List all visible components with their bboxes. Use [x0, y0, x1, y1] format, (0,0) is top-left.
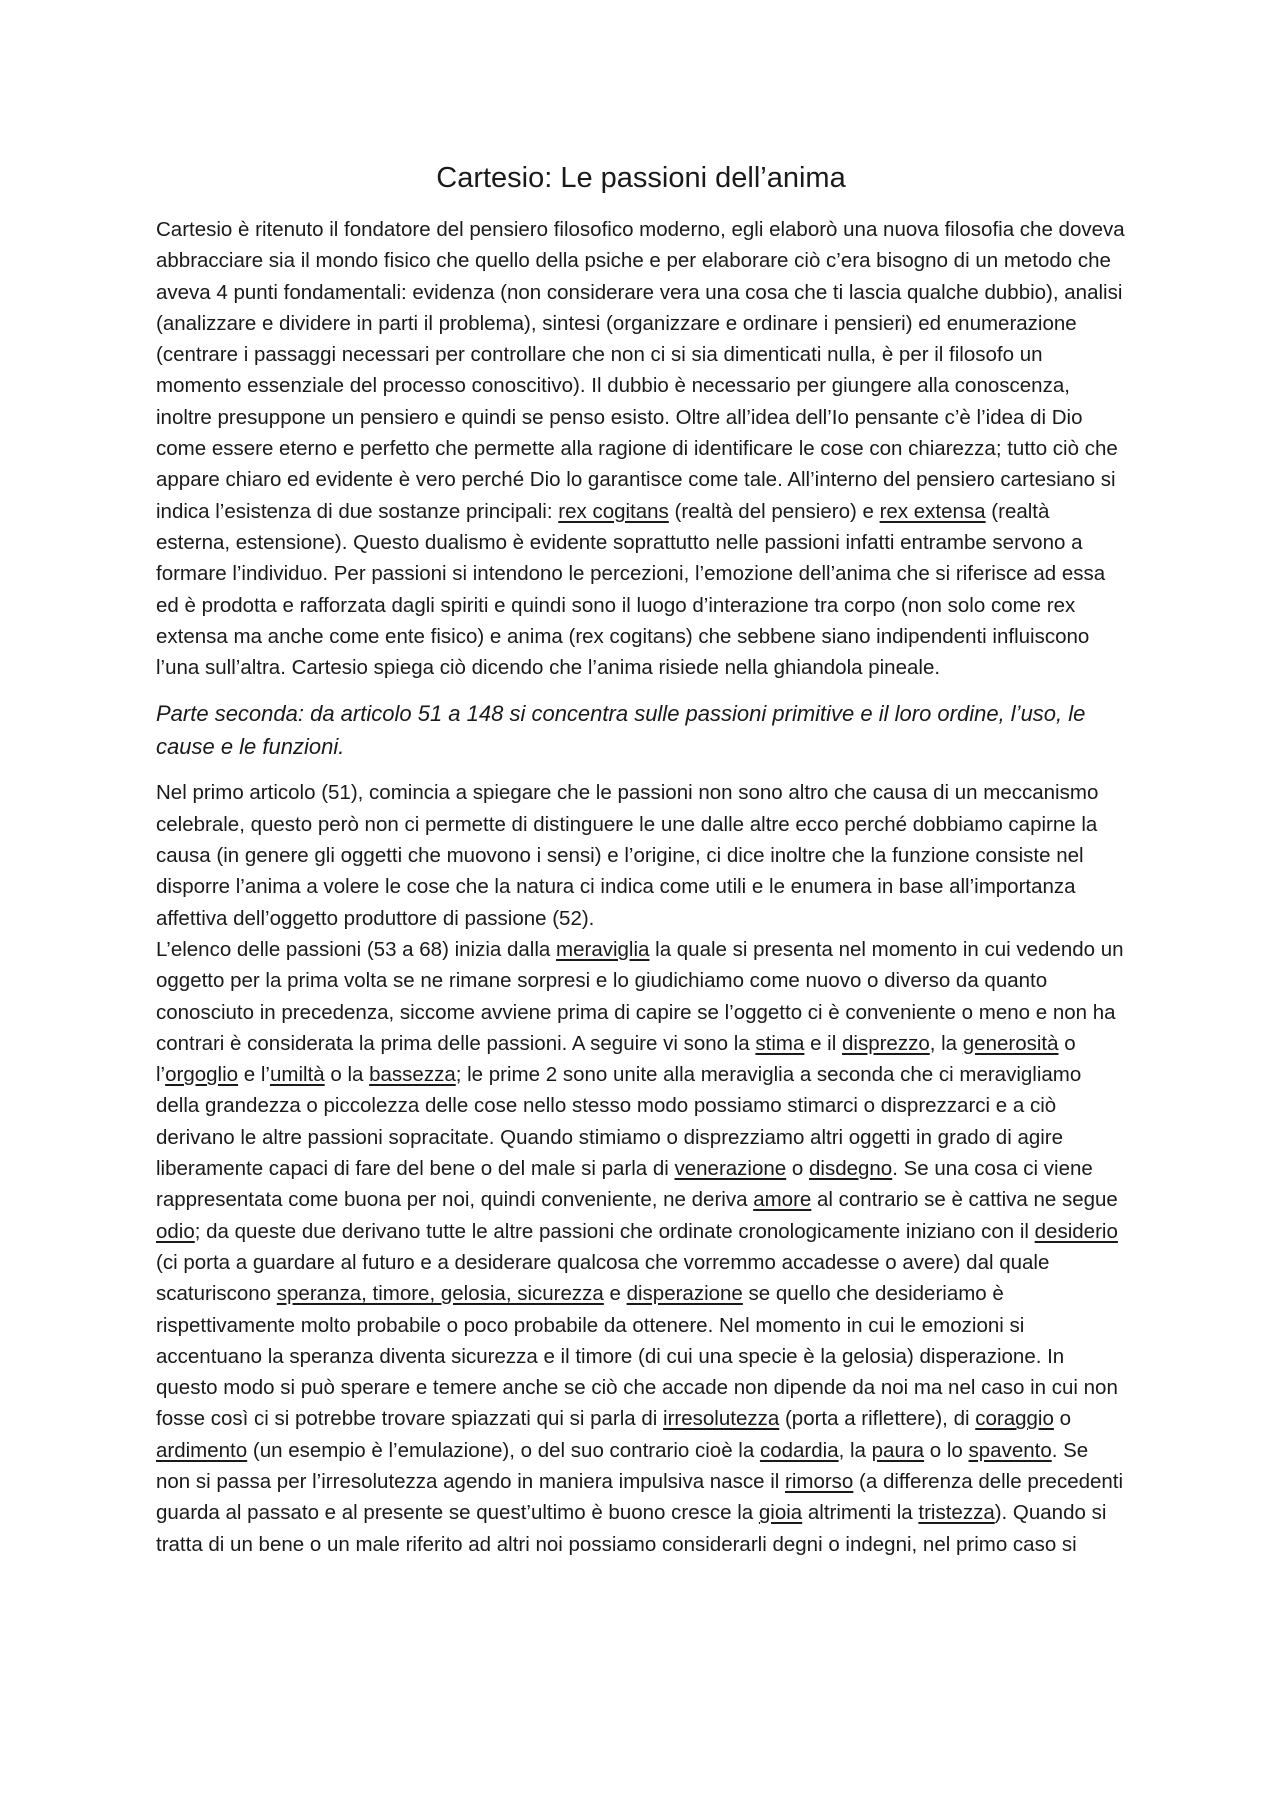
- underlined-term: meraviglia: [556, 937, 650, 961]
- text-run: ; da queste due derivano tutte le altre passioni che ordinate cronologicamente iniziano con il: [194, 1219, 1035, 1243]
- text-run: o: [786, 1157, 809, 1181]
- text-run: e l’: [238, 1063, 270, 1087]
- underlined-term: desiderio: [1034, 1219, 1118, 1243]
- underlined-term: stima: [755, 1031, 805, 1055]
- underlined-term: bassezza: [369, 1063, 456, 1087]
- text-run: o: [1053, 1407, 1071, 1431]
- text-run: ). Quando si tratta di un bene o un male riferito ad altri noi possiamo considerarli degni o indegni, nel primo caso si: [156, 1501, 1107, 1556]
- underlined-term: disdegno: [809, 1157, 893, 1181]
- text-run: altrimenti la: [802, 1501, 919, 1525]
- underlined-term: speranza, timore, gelosia, sicurezza: [276, 1282, 604, 1306]
- text-run: se quello che desideriamo è rispettivamente molto probabile o poco probabile da ottenere. Nel momento in cui le emozioni si accentuano la speranza diventa sicurezza e il timore (di cui una specie è la gelosia) disperazione. In questo modo si può sperare e temere anche se ciò che accade non dipende da noi ma nel caso in cui non fosse così ci si potrebbe trovare spiazzati qui si parla di: [156, 1282, 1118, 1431]
- underlined-term: ardimento: [156, 1438, 248, 1462]
- text-run: , la: [838, 1438, 872, 1462]
- text-run: e il: [804, 1031, 842, 1055]
- underlined-term: odio: [156, 1219, 195, 1243]
- underlined-term: codardia: [759, 1438, 839, 1462]
- underlined-term: umiltà: [269, 1063, 325, 1087]
- underlined-term: tristezza: [918, 1501, 995, 1525]
- text-run: (realtà esterna, estensione). Questo dualismo è evidente soprattutto nelle passioni infatti entrambe servono a formare l’individuo. Per passioni si intendono le percezioni, l’emozione dell’anima che si riferisce ad essa ed è prodotta e rafforzata dagli spiriti e quindi sono il luogo d’interazione tra corpo (non solo come rex extensa ma anche come ente fisico) e anima (rex cogitans) che sebbene siano indipendenti influiscono l’una sull’altra. Cartesio spiega ciò dicendo che l’anima risiede nella ghiandola pineale.: [156, 499, 1106, 680]
- underlined-term: rimorso: [785, 1469, 854, 1493]
- text-run: . Se non si passa per l’irresolutezza agendo in maniera impulsiva nasce il: [156, 1438, 1089, 1493]
- text-run: . Se una cosa ci viene rappresentata come buona per noi, quindi conveniente, ne deriva: [156, 1157, 1093, 1212]
- text-run: Cartesio è ritenuto il fondatore del pensiero filosofico moderno, egli elaborò una nuova filosofia che doveva abbracciare sia il mondo fisico che quello della psiche e per elaborare ciò c’era bisogno di un metodo che aveva 4 punti fondamentali: evidenza (non considerare vera una cosa che ti lascia qualche dubbio), analisi (analizzare e dividere in parti il problema), sintesi (organizzare e ordinare i pensieri) ed enumerazione (centrare i passaggi necessari per controllare che non ci si sia dimenticati nulla, è per il filosofo un momento essenziale del processo conoscitivo). Il dubbio è necessario per giungere alla conoscenza, inoltre presuppone un pensiero e quindi se penso esisto. Oltre all’idea dell’Io pensante c’è l’idea di Dio come essere eterno e perfetto che permette alla ragione di identificare le cose con chiarezza; tutto ciò che appare chiaro ed evidente è vero perché Dio lo garantisce come tale. All’interno del pensiero cartesiano si indica l’esistenza di due sostanze principali:: [156, 218, 1125, 523]
- underlined-term: coraggio: [975, 1407, 1054, 1431]
- text-run: , la: [929, 1031, 963, 1055]
- underlined-term: disprezzo: [841, 1031, 930, 1055]
- document-page: [156, 160, 1126, 1560]
- underlined-term: orgoglio: [165, 1063, 239, 1087]
- underlined-term: rex extensa: [879, 499, 986, 523]
- underlined-term: generosità: [962, 1031, 1059, 1055]
- paragraph-article-51: [156, 777, 1126, 933]
- text-run: L’elenco delle passioni (53 a 68) inizia dalla: [156, 937, 557, 961]
- text-run: (ci porta a guardare al futuro e a desiderare qualcosa che vorremmo accadesse o avere) dal quale scaturiscono: [156, 1250, 1050, 1306]
- underlined-term: gioia: [758, 1501, 803, 1525]
- text-run: (realtà del pensiero) e: [668, 499, 880, 523]
- document-title: Cartesio: Le passioni dell’anima: [436, 162, 846, 194]
- text-run: (a differenza delle precedenti guarda al passato e al presente se quest’ultimo è buono cresce la: [156, 1469, 1124, 1525]
- underlined-term: spavento: [968, 1438, 1052, 1462]
- paragraph-intro: [156, 214, 1126, 683]
- underlined-term: amore: [753, 1188, 812, 1212]
- text-run: la quale si presenta nel momento in cui vedendo un oggetto per la prima volta se ne rimane sorpresi e lo giudichiamo come nuovo o diverso da quanto conosciuto in precedenza, siccome avviene prima di capire se l’oggetto ci è conveniente o meno e non ha contrari è considerata la prima delle passioni. A seguire vi sono la: [156, 937, 1124, 1055]
- section-subheading: Parte seconda: da articolo 51 a 148 si concentra sulle passioni primitive e il loro ordine, l’uso, le cause e le funzioni.: [156, 701, 1086, 760]
- underlined-term: venerazione: [674, 1157, 787, 1181]
- paragraph-passions-list: [156, 934, 1126, 1560]
- text-run: e: [603, 1282, 627, 1306]
- text-run: o lo: [924, 1438, 969, 1462]
- underlined-term: irresolutezza: [663, 1407, 780, 1431]
- underlined-term: rex cogitans: [558, 499, 669, 523]
- text-run: ; le prime 2 sono unite alla meraviglia a seconda che ci meravigliamo della grandezza o piccolezza delle cose nello stesso modo possiamo stimarci o disprezzarci e a ciò derivano le altre passioni sopracitate. Quando stimiamo o disprezziamo altri oggetti in grado di agire liberamente capaci di fare del bene o del male si parla di: [156, 1063, 1082, 1181]
- text-run: Nel primo articolo (51), comincia a spiegare che le passioni non sono altro che causa di un meccanismo celebrale, questo però non ci permette di distinguere le une dalle altre ecco perché dobbiamo capirne la causa (in genere gli oggetti che muovono i sensi) e l’origine, ci dice inoltre che la funzione consiste nel disporre l’anima a volere le cose che la natura ci indica come utili e le enumera in base all’importanza affettiva dell’oggetto produttore di passione (52).: [156, 781, 1099, 930]
- text-run: al contrario se è cattiva ne segue: [811, 1188, 1118, 1212]
- text-run: (un esempio è l’emulazione), o del suo contrario cioè la: [247, 1438, 760, 1462]
- text-run: o l’: [156, 1031, 1076, 1087]
- underlined-term: paura: [871, 1438, 925, 1462]
- text-run: (porta a riflettere), di: [779, 1407, 976, 1431]
- text-run: o la: [324, 1063, 370, 1087]
- underlined-term: disperazione: [626, 1282, 743, 1306]
